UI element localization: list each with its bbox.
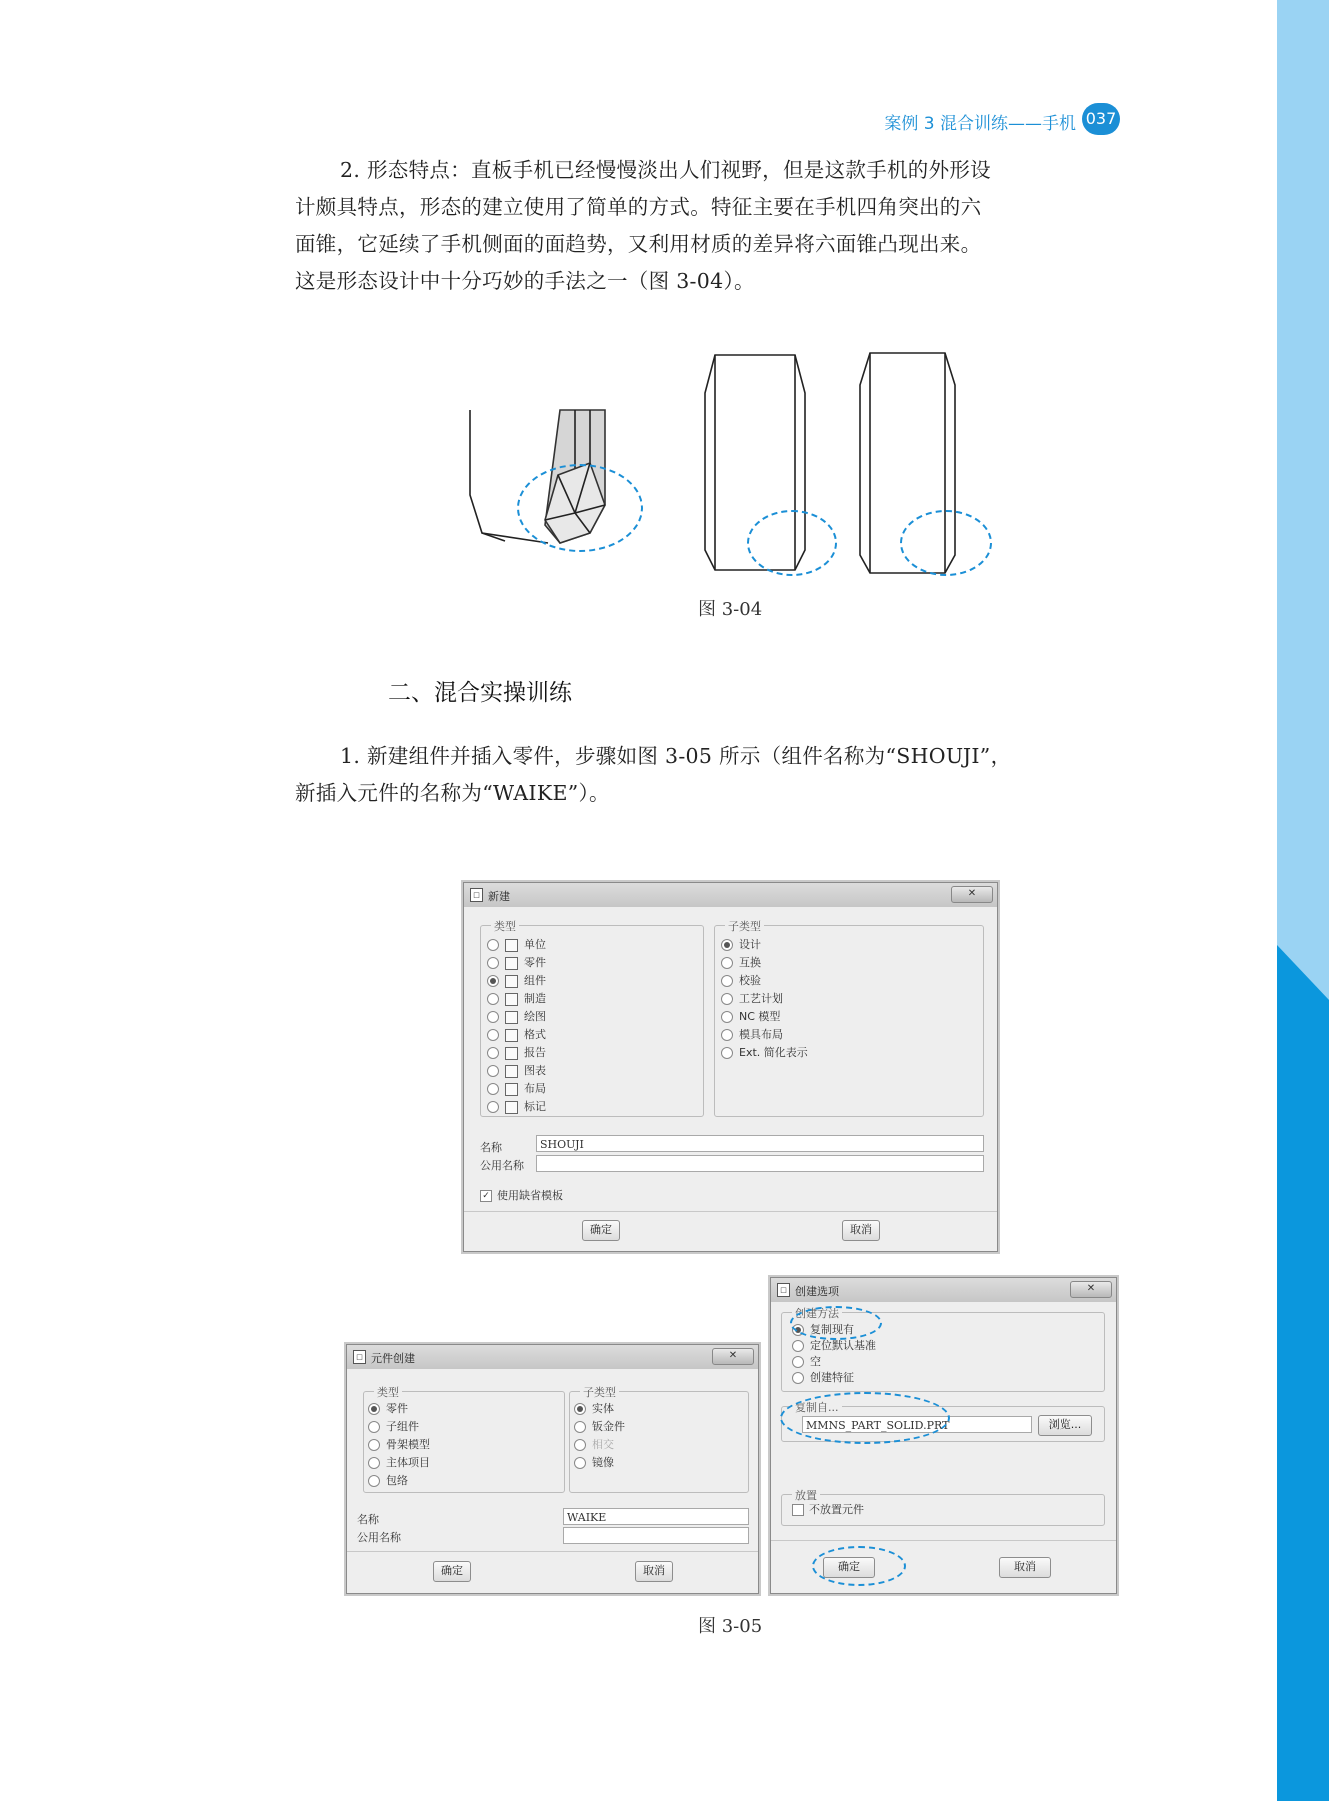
ok-button[interactable]: 确定 xyxy=(582,1220,620,1241)
radio-subtype-mirror[interactable]: 镜像 xyxy=(574,1454,614,1471)
radio-subtype-process-plan[interactable]: 工艺计划 xyxy=(721,990,783,1007)
ok-button[interactable]: 确定 xyxy=(823,1557,875,1578)
radio-type-part[interactable]: 零件 xyxy=(368,1400,408,1417)
common-name-label: 公用名称 xyxy=(480,1159,524,1172)
radio-create-features[interactable]: 创建特征 xyxy=(792,1369,854,1386)
group-label: 放置 xyxy=(792,1487,820,1503)
report-icon xyxy=(505,1047,518,1060)
placement-group xyxy=(781,1489,1105,1526)
highlight-circle xyxy=(517,464,643,552)
format-icon xyxy=(505,1029,518,1042)
new-file-dialog xyxy=(463,882,998,1252)
common-name-input[interactable] xyxy=(563,1527,749,1544)
text-line: 面锥，它延续了手机侧面的面趋势，又利用材质的差异将六面锥凸现出来。 xyxy=(295,232,982,256)
part-icon xyxy=(505,957,518,970)
type-group xyxy=(480,920,704,1117)
dialog-title: 元件创建 xyxy=(371,1352,415,1365)
assembly-icon xyxy=(505,975,518,988)
group-label: 复制自... xyxy=(792,1399,842,1415)
dialog-titlebar xyxy=(771,1278,1116,1302)
name-input[interactable]: WAIKE xyxy=(563,1508,749,1525)
radio-type-unit[interactable]: 单位 xyxy=(487,936,546,953)
copy-from-input[interactable]: MMNS_PART_SOLID.PRT xyxy=(802,1416,1032,1433)
browse-button[interactable]: 浏览... xyxy=(1038,1415,1092,1436)
highlight-circle xyxy=(790,1306,882,1340)
cancel-button[interactable]: 取消 xyxy=(999,1557,1051,1578)
divider xyxy=(771,1540,1116,1541)
running-header-title: 案例 3 混合训练——手机 xyxy=(884,114,1076,134)
radio-type-bulk-item[interactable]: 主体项目 xyxy=(368,1454,430,1471)
radio-type-part[interactable]: 零件 xyxy=(487,954,546,971)
layout-icon xyxy=(505,1083,518,1096)
radio-subtype-ext-simplified[interactable]: Ext. 简化表示 xyxy=(721,1044,808,1061)
highlight-circle xyxy=(900,510,992,576)
subtype-group xyxy=(569,1386,749,1493)
window-icon: □ xyxy=(777,1283,790,1297)
radio-type-assembly[interactable]: 组件 xyxy=(487,972,546,989)
radio-subtype-verify[interactable]: 校验 xyxy=(721,972,761,989)
window-icon: □ xyxy=(470,888,483,902)
text-line: 2. 形态特点：直板手机已经慢慢淡出人们视野，但是这款手机的外形设 xyxy=(340,158,991,182)
page-number: 037 xyxy=(1082,103,1120,135)
ok-button[interactable]: 确定 xyxy=(433,1561,471,1582)
text-line: 计颇具特点，形态的建立使用了简单的方式。特征主要在手机四角突出的六 xyxy=(295,195,982,219)
radio-type-drawing[interactable]: 绘图 xyxy=(487,1008,546,1025)
dialog-titlebar xyxy=(464,883,997,907)
figure-caption: 图 3-05 xyxy=(698,1616,763,1637)
common-name-input[interactable] xyxy=(536,1155,984,1172)
side-band-dark-shape xyxy=(1277,0,1329,1801)
close-button[interactable]: ✕ xyxy=(951,886,993,903)
group-label: 类型 xyxy=(374,1384,402,1400)
group-label: 子类型 xyxy=(725,918,764,934)
radio-empty[interactable]: 空 xyxy=(792,1353,821,1370)
text-line: 新插入元件的名称为“WAIKE”）。 xyxy=(295,781,610,805)
manufacturing-icon xyxy=(505,993,518,1006)
radio-type-manufacturing[interactable]: 制造 xyxy=(487,990,546,1007)
dialog-title: 新建 xyxy=(488,890,510,903)
dialog-title: 创建选项 xyxy=(795,1285,839,1298)
highlight-circle xyxy=(812,1546,906,1586)
radio-subtype-intersect: 相交 xyxy=(574,1436,614,1453)
running-header xyxy=(740,103,1120,135)
divider xyxy=(464,1211,997,1212)
type-group xyxy=(363,1386,565,1493)
radio-type-format[interactable]: 格式 xyxy=(487,1026,546,1043)
text-line: 这是形态设计中十分巧妙的手法之一（图 3-04）。 xyxy=(295,269,755,293)
highlight-circle xyxy=(780,1392,950,1444)
radio-type-envelope[interactable]: 包络 xyxy=(368,1472,408,1489)
radio-copy-existing[interactable]: 复制现有 xyxy=(792,1321,854,1338)
use-default-template-checkbox[interactable]: ✓ 使用缺省模板 xyxy=(480,1187,563,1204)
radio-subtype-design[interactable]: 设计 xyxy=(721,936,761,953)
group-label: 创建方法 xyxy=(792,1305,842,1321)
radio-subtype-nc-model[interactable]: NC 模型 xyxy=(721,1008,780,1025)
divider xyxy=(347,1551,758,1552)
radio-subtype-interchange[interactable]: 互换 xyxy=(721,954,761,971)
name-label: 名称 xyxy=(357,1513,379,1526)
text-line: 1. 新建组件并插入零件，步骤如图 3-05 所示（组件名称为“SHOUJI”， xyxy=(340,744,1012,768)
group-label: 类型 xyxy=(491,918,519,934)
common-name-label: 公用名称 xyxy=(357,1531,401,1544)
radio-type-layout[interactable]: 布局 xyxy=(487,1080,546,1097)
component-create-dialog xyxy=(346,1344,759,1594)
section-title: 二、混合实操训练 xyxy=(388,680,572,706)
radio-type-subassembly[interactable]: 子组件 xyxy=(368,1418,419,1435)
checkmark-icon: ✓ xyxy=(480,1190,492,1202)
highlight-circle xyxy=(747,510,837,576)
radio-subtype-sheetmetal[interactable]: 钣金件 xyxy=(574,1418,625,1435)
window-icon: □ xyxy=(353,1350,366,1364)
paragraph-form-features xyxy=(295,152,1122,300)
do-not-place-checkbox[interactable]: 不放置元件 xyxy=(792,1501,864,1518)
cancel-button[interactable]: 取消 xyxy=(842,1220,880,1241)
subtype-group xyxy=(714,920,984,1117)
radio-type-markup[interactable]: 标记 xyxy=(487,1098,546,1115)
dialog-titlebar xyxy=(347,1345,758,1369)
diagram-icon xyxy=(505,1065,518,1078)
markup-icon xyxy=(505,1101,518,1114)
name-label: 名称 xyxy=(480,1141,502,1154)
radio-type-report[interactable]: 报告 xyxy=(487,1044,546,1061)
name-input[interactable]: SHOUJI xyxy=(536,1135,984,1152)
drawing-icon xyxy=(505,1011,518,1024)
radio-type-diagram[interactable]: 图表 xyxy=(487,1062,546,1079)
group-label: 子类型 xyxy=(580,1384,619,1400)
close-button[interactable]: ✕ xyxy=(1070,1281,1112,1298)
figure-caption: 图 3-04 xyxy=(698,599,763,620)
close-button[interactable]: ✕ xyxy=(712,1348,754,1365)
cancel-button[interactable]: 取消 xyxy=(635,1561,673,1582)
radio-subtype-solid[interactable]: 实体 xyxy=(574,1400,614,1417)
radio-subtype-mold-layout[interactable]: 模具布局 xyxy=(721,1026,783,1043)
radio-locate-default-datums[interactable]: 定位默认基准 xyxy=(792,1337,876,1354)
paragraph-steps xyxy=(295,738,1122,812)
unit-icon xyxy=(505,939,518,952)
radio-type-skeleton[interactable]: 骨架模型 xyxy=(368,1436,430,1453)
